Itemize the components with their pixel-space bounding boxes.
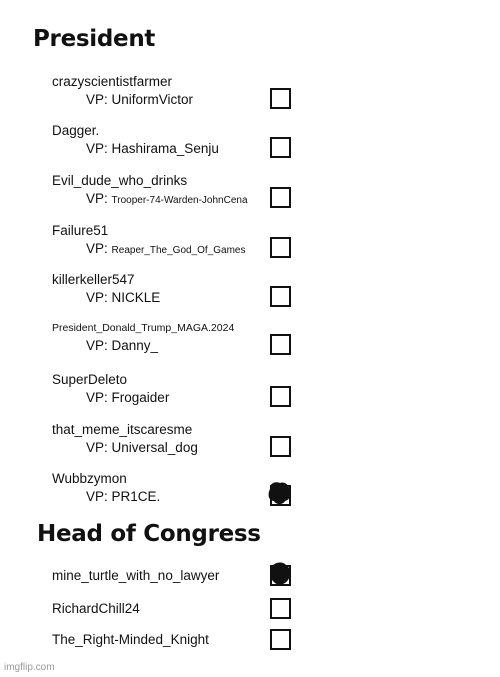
candidate-name: killerkeller547 [52, 272, 135, 287]
ballot-entry-dagger [0, 123, 500, 167]
checkbox-president-donald-trump[interactable] [270, 334, 291, 355]
vp-name: Frogaider [111, 390, 170, 405]
watermark: imgflip.com [4, 662, 55, 673]
vp-name: Universal_dog [111, 440, 198, 455]
vp-prefix: VP: [86, 390, 108, 405]
checkbox-dagger[interactable] [270, 137, 291, 158]
vp-prefix: VP: [86, 141, 108, 156]
vp-line [86, 191, 248, 206]
vp-prefix: VP: [86, 241, 108, 256]
candidate-name: Failure51 [52, 223, 109, 238]
checkbox-failure51[interactable] [270, 237, 291, 258]
candidate-name: SuperDeleto [52, 372, 128, 387]
scribbled-fill-mark-icon [264, 479, 294, 509]
ballot-entry-wubbzymon [0, 471, 500, 515]
vp-prefix: VP: [86, 440, 108, 455]
ballot-entry-evil-dude-who-drinks [0, 173, 500, 217]
ballot-entry-that-meme-itscaresme [0, 422, 500, 466]
president-heading: President [33, 26, 156, 52]
checkbox-the-right-minded-knight[interactable] [270, 629, 291, 650]
candidate-name: Wubbzymon [52, 471, 127, 486]
ballot-entry-president-donald-trump [0, 320, 500, 364]
checkbox-superdeleto[interactable] [270, 386, 291, 407]
candidate-name: crazyscientistfarmer [52, 74, 173, 89]
vp-line [86, 338, 158, 353]
vp-line [86, 290, 160, 305]
vp-prefix: VP: [86, 338, 108, 353]
candidate-name: The_Right-Minded_Knight [52, 632, 209, 647]
checkbox-crazyscientistfarmer[interactable] [270, 88, 291, 109]
vp-line [86, 440, 198, 455]
vp-name: PR1CE. [111, 489, 161, 504]
vp-name: Trooper-74-Warden-JohnCena [111, 195, 248, 206]
vp-line [86, 390, 169, 405]
candidate-name: Dagger. [52, 123, 100, 138]
ballot-entry-failure51 [0, 223, 500, 267]
head-of-congress-heading: Head of Congress [37, 521, 261, 547]
vp-prefix: VP: [86, 191, 108, 206]
checkbox-that-meme-itscaresme[interactable] [270, 436, 291, 457]
candidate-name: mine_turtle_with_no_lawyer [52, 568, 220, 583]
vp-line [86, 489, 160, 504]
vp-name: Hashirama_Senju [111, 141, 219, 156]
ballot-entry-the-right-minded-knight [0, 632, 500, 658]
checkbox-killerkeller547[interactable] [270, 286, 291, 307]
vp-name: NICKLE [111, 290, 161, 305]
checkbox-wubbzymon[interactable] [270, 485, 291, 506]
ballot-entry-mine-turtle-with-no-lawyer [0, 568, 500, 594]
vp-name: Reaper_The_God_Of_Games [111, 245, 246, 256]
ballot-entry-superdeleto [0, 372, 500, 416]
vp-line [86, 241, 246, 256]
vp-name: Danny_ [111, 338, 159, 353]
vp-prefix: VP: [86, 290, 108, 305]
ballot-entry-killerkeller547 [0, 272, 500, 316]
scribbled-fill-mark-icon [264, 559, 294, 589]
candidate-name: President_Donald_Trump_MAGA.2024 [52, 322, 235, 334]
vp-line [86, 141, 219, 156]
checkbox-mine-turtle-with-no-lawyer[interactable] [270, 565, 291, 586]
candidate-name: that_meme_itscaresme [52, 422, 193, 437]
vp-line [86, 92, 193, 107]
vp-name: UniformVictor [111, 92, 194, 107]
candidate-name: RichardChill24 [52, 601, 140, 616]
ballot-entry-crazyscientistfarmer [0, 74, 500, 118]
vp-prefix: VP: [86, 489, 108, 504]
vp-prefix: VP: [86, 92, 108, 107]
candidate-name: Evil_dude_who_drinks [52, 173, 188, 188]
checkbox-evil-dude-who-drinks[interactable] [270, 187, 291, 208]
checkbox-richardchill24[interactable] [270, 598, 291, 619]
ballot-entry-richardchill24 [0, 601, 500, 627]
